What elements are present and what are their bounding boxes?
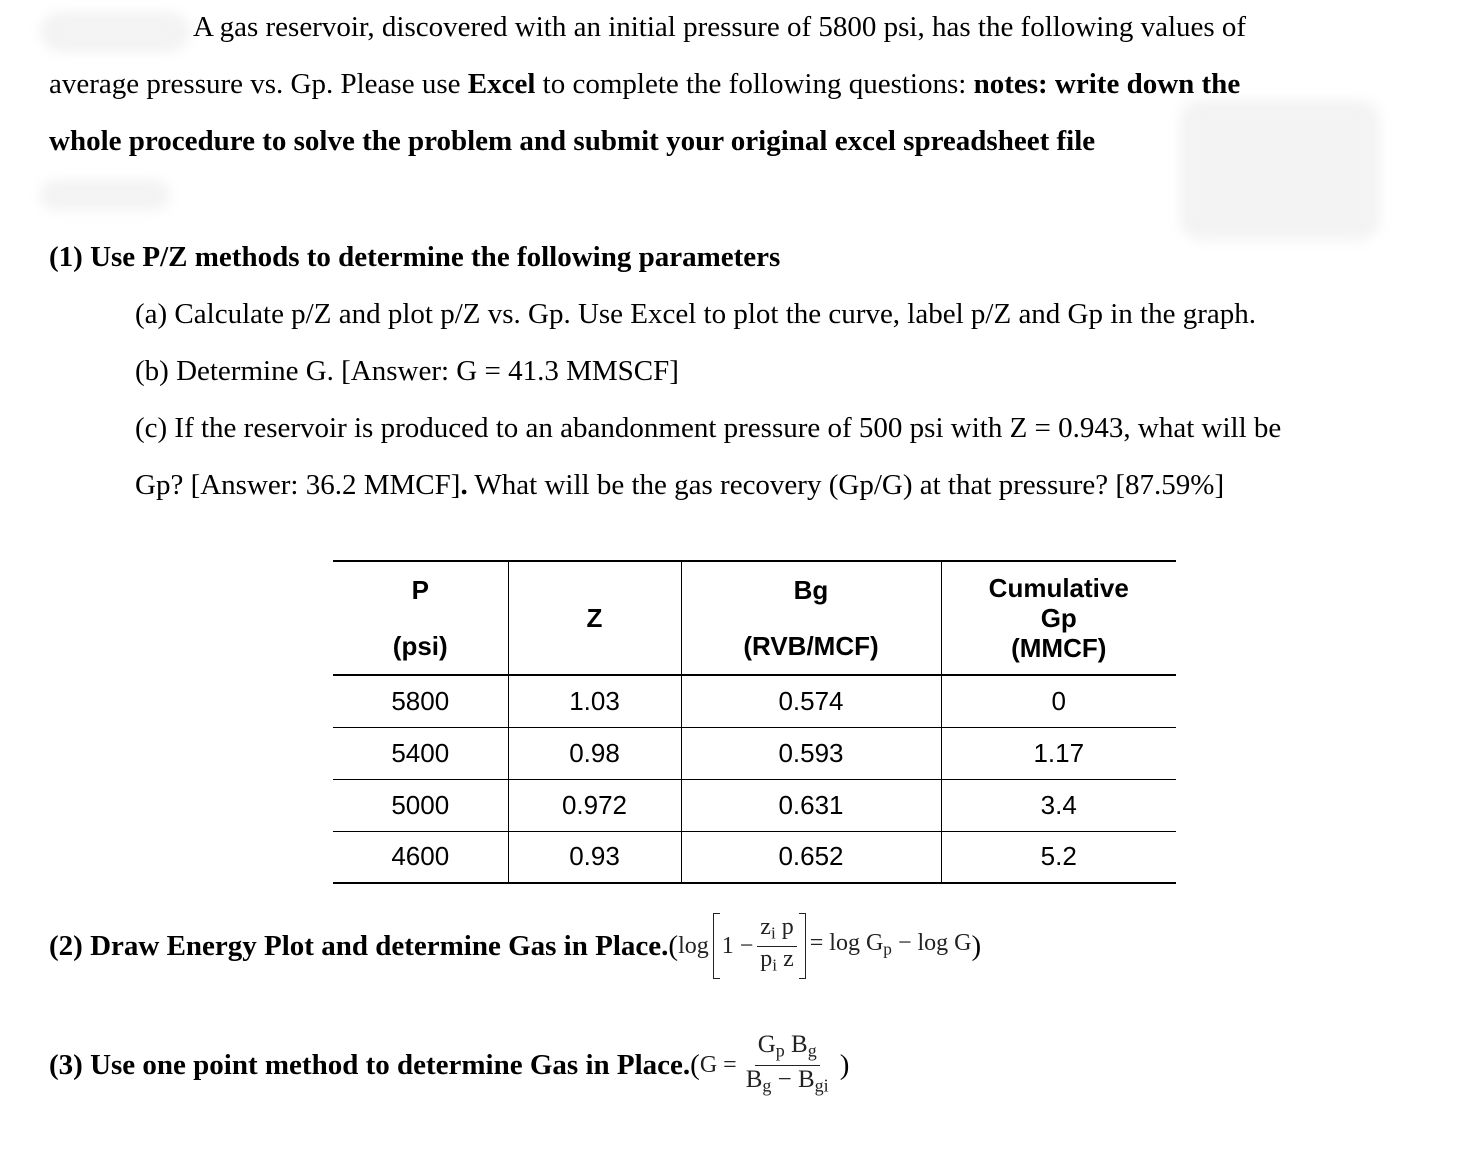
fraction-denominator: [743, 1066, 832, 1100]
header-bg-label: Bg: [793, 575, 829, 605]
formula-one-minus: 1 −: [721, 933, 754, 959]
q2-close-paren: ): [971, 930, 982, 962]
q1-part-c-text-1: (c) If the reservoir is produced to an abandonment pressure of 500 psi with Z = 0.943, what will be: [135, 412, 1282, 444]
cell-p: 5400: [333, 727, 508, 779]
q1-part-b-text: (b) Determine G. [Answer: G = 41.3 MMSCF]: [135, 355, 679, 387]
cell-gp: 0: [941, 675, 1176, 727]
intro-line-1: [193, 10, 1246, 44]
cell-z: 0.98: [508, 727, 681, 779]
table-row: [333, 727, 1176, 779]
formula-log: log: [678, 933, 709, 959]
cell-bg: 0.631: [681, 779, 941, 831]
den-bgi: − B: [771, 1065, 815, 1093]
num-z-sub: i: [770, 923, 776, 943]
q2-heading: (2) Draw Energy Plot and determine Gas in Place.: [49, 930, 669, 962]
q1-part-b: [135, 354, 679, 388]
intro-text-2a: average pressure vs. Gp. Please use: [49, 68, 468, 100]
q3-close-paren: ): [839, 1049, 850, 1081]
header-z-label: Z: [586, 603, 603, 633]
q1-part-c-text-2a: Gp? [Answer: 36.2 MMCF]: [135, 469, 461, 501]
cell-gp: 3.4: [941, 779, 1176, 831]
q1-part-a: [135, 297, 1256, 331]
header-p-unit: (psi): [392, 631, 448, 661]
cell-bg: 0.593: [681, 727, 941, 779]
cell-gp: 1.17: [941, 727, 1176, 779]
cell-z: 1.03: [508, 675, 681, 727]
rhs-sub: p: [883, 939, 892, 959]
formula-fraction: [743, 1031, 832, 1099]
left-bracket: [713, 913, 720, 979]
q1-heading-text: (1) Use P/Z methods to determine the following parameters: [49, 241, 781, 273]
intro-notes: notes: write down the: [973, 68, 1241, 100]
cell-p: 5800: [333, 675, 508, 727]
reservoir-data-table: [333, 560, 1176, 884]
table-row: [333, 831, 1176, 883]
num-bg-sub: g: [807, 1040, 817, 1061]
rhs-b: − log G: [891, 929, 972, 956]
cell-bg: 0.574: [681, 675, 941, 727]
header-gp-label-1: Cumulative: [988, 573, 1129, 603]
formula-g-equals: G =: [699, 1052, 737, 1078]
table-header-row: [333, 561, 1176, 675]
header-p-label: P: [411, 575, 429, 605]
q1-part-c-line1: [135, 411, 1281, 445]
cell-p: 4600: [333, 831, 508, 883]
cell-z: 0.972: [508, 779, 681, 831]
table-row: [333, 779, 1176, 831]
q1-part-c-dot: .: [460, 469, 468, 501]
header-p: [333, 561, 508, 675]
q1-part-c-text-2b: What will be the gas recovery (Gp/G) at that pressure? [87.59%]: [467, 469, 1225, 501]
num-bg: B: [784, 1031, 808, 1058]
q2-line: [49, 906, 981, 986]
header-gp: [941, 561, 1176, 675]
background-smudge: [40, 12, 190, 52]
cell-bg: 0.652: [681, 831, 941, 883]
den-bg-sub: g: [762, 1075, 772, 1095]
intro-line-2: [49, 67, 1240, 101]
intro-text-2b: to complete the following questions:: [535, 68, 974, 100]
formula-fraction: [757, 915, 796, 977]
intro-text-1: A gas reservoir, discovered with an initial pressure of 5800 psi, has the following values of: [193, 11, 1247, 43]
formula-rhs: [810, 926, 972, 966]
right-bracket: [799, 913, 806, 979]
fraction-numerator: [755, 1031, 820, 1066]
q3-line: [49, 1025, 849, 1105]
num-z: z: [760, 914, 771, 941]
header-bg-unit: (RVB/MCF): [743, 631, 879, 661]
one-point-formula: [700, 1031, 834, 1099]
energy-plot-formula: [678, 913, 971, 979]
den-p-sub: i: [772, 954, 778, 974]
intro-text-3: whole procedure to solve the problem and submit your original excel spreadsheet file: [49, 125, 1096, 157]
q1-heading: [49, 240, 780, 274]
num-gp: G: [757, 1031, 776, 1058]
header-gp-unit: (MMCF): [1011, 633, 1107, 663]
cell-gp: 5.2: [941, 831, 1176, 883]
q3-heading: (3) Use one point method to determine Gas in Place.: [49, 1049, 691, 1081]
intro-excel: Excel: [467, 68, 536, 100]
header-bg: [681, 561, 941, 675]
cell-p: 5000: [333, 779, 508, 831]
q1-part-c-line2: [135, 468, 1224, 502]
header-z: [508, 561, 681, 675]
num-p: p: [775, 914, 794, 941]
background-smudge: [1180, 100, 1380, 240]
q3-open-paren: (: [690, 1049, 700, 1081]
den-bgi-sub: gi: [814, 1075, 829, 1095]
fraction-numerator: [757, 915, 796, 946]
q1-part-a-text: (a) Calculate p/Z and plot p/Z vs. Gp. Use Excel to plot the curve, label p/Z and Gp in the graph.: [135, 298, 1257, 330]
intro-line-3: [49, 124, 1095, 158]
rhs-a: = log G: [809, 929, 884, 956]
header-gp-label-2: Gp: [1040, 603, 1077, 633]
cell-z: 0.93: [508, 831, 681, 883]
num-gp-sub: p: [775, 1040, 785, 1061]
fraction-denominator: [757, 947, 796, 977]
table-row: [333, 675, 1176, 727]
den-z: z: [777, 945, 794, 972]
den-p: p: [760, 945, 773, 972]
q2-open-paren: (: [668, 930, 679, 962]
den-bg: B: [745, 1065, 763, 1093]
background-smudge: [40, 180, 170, 210]
